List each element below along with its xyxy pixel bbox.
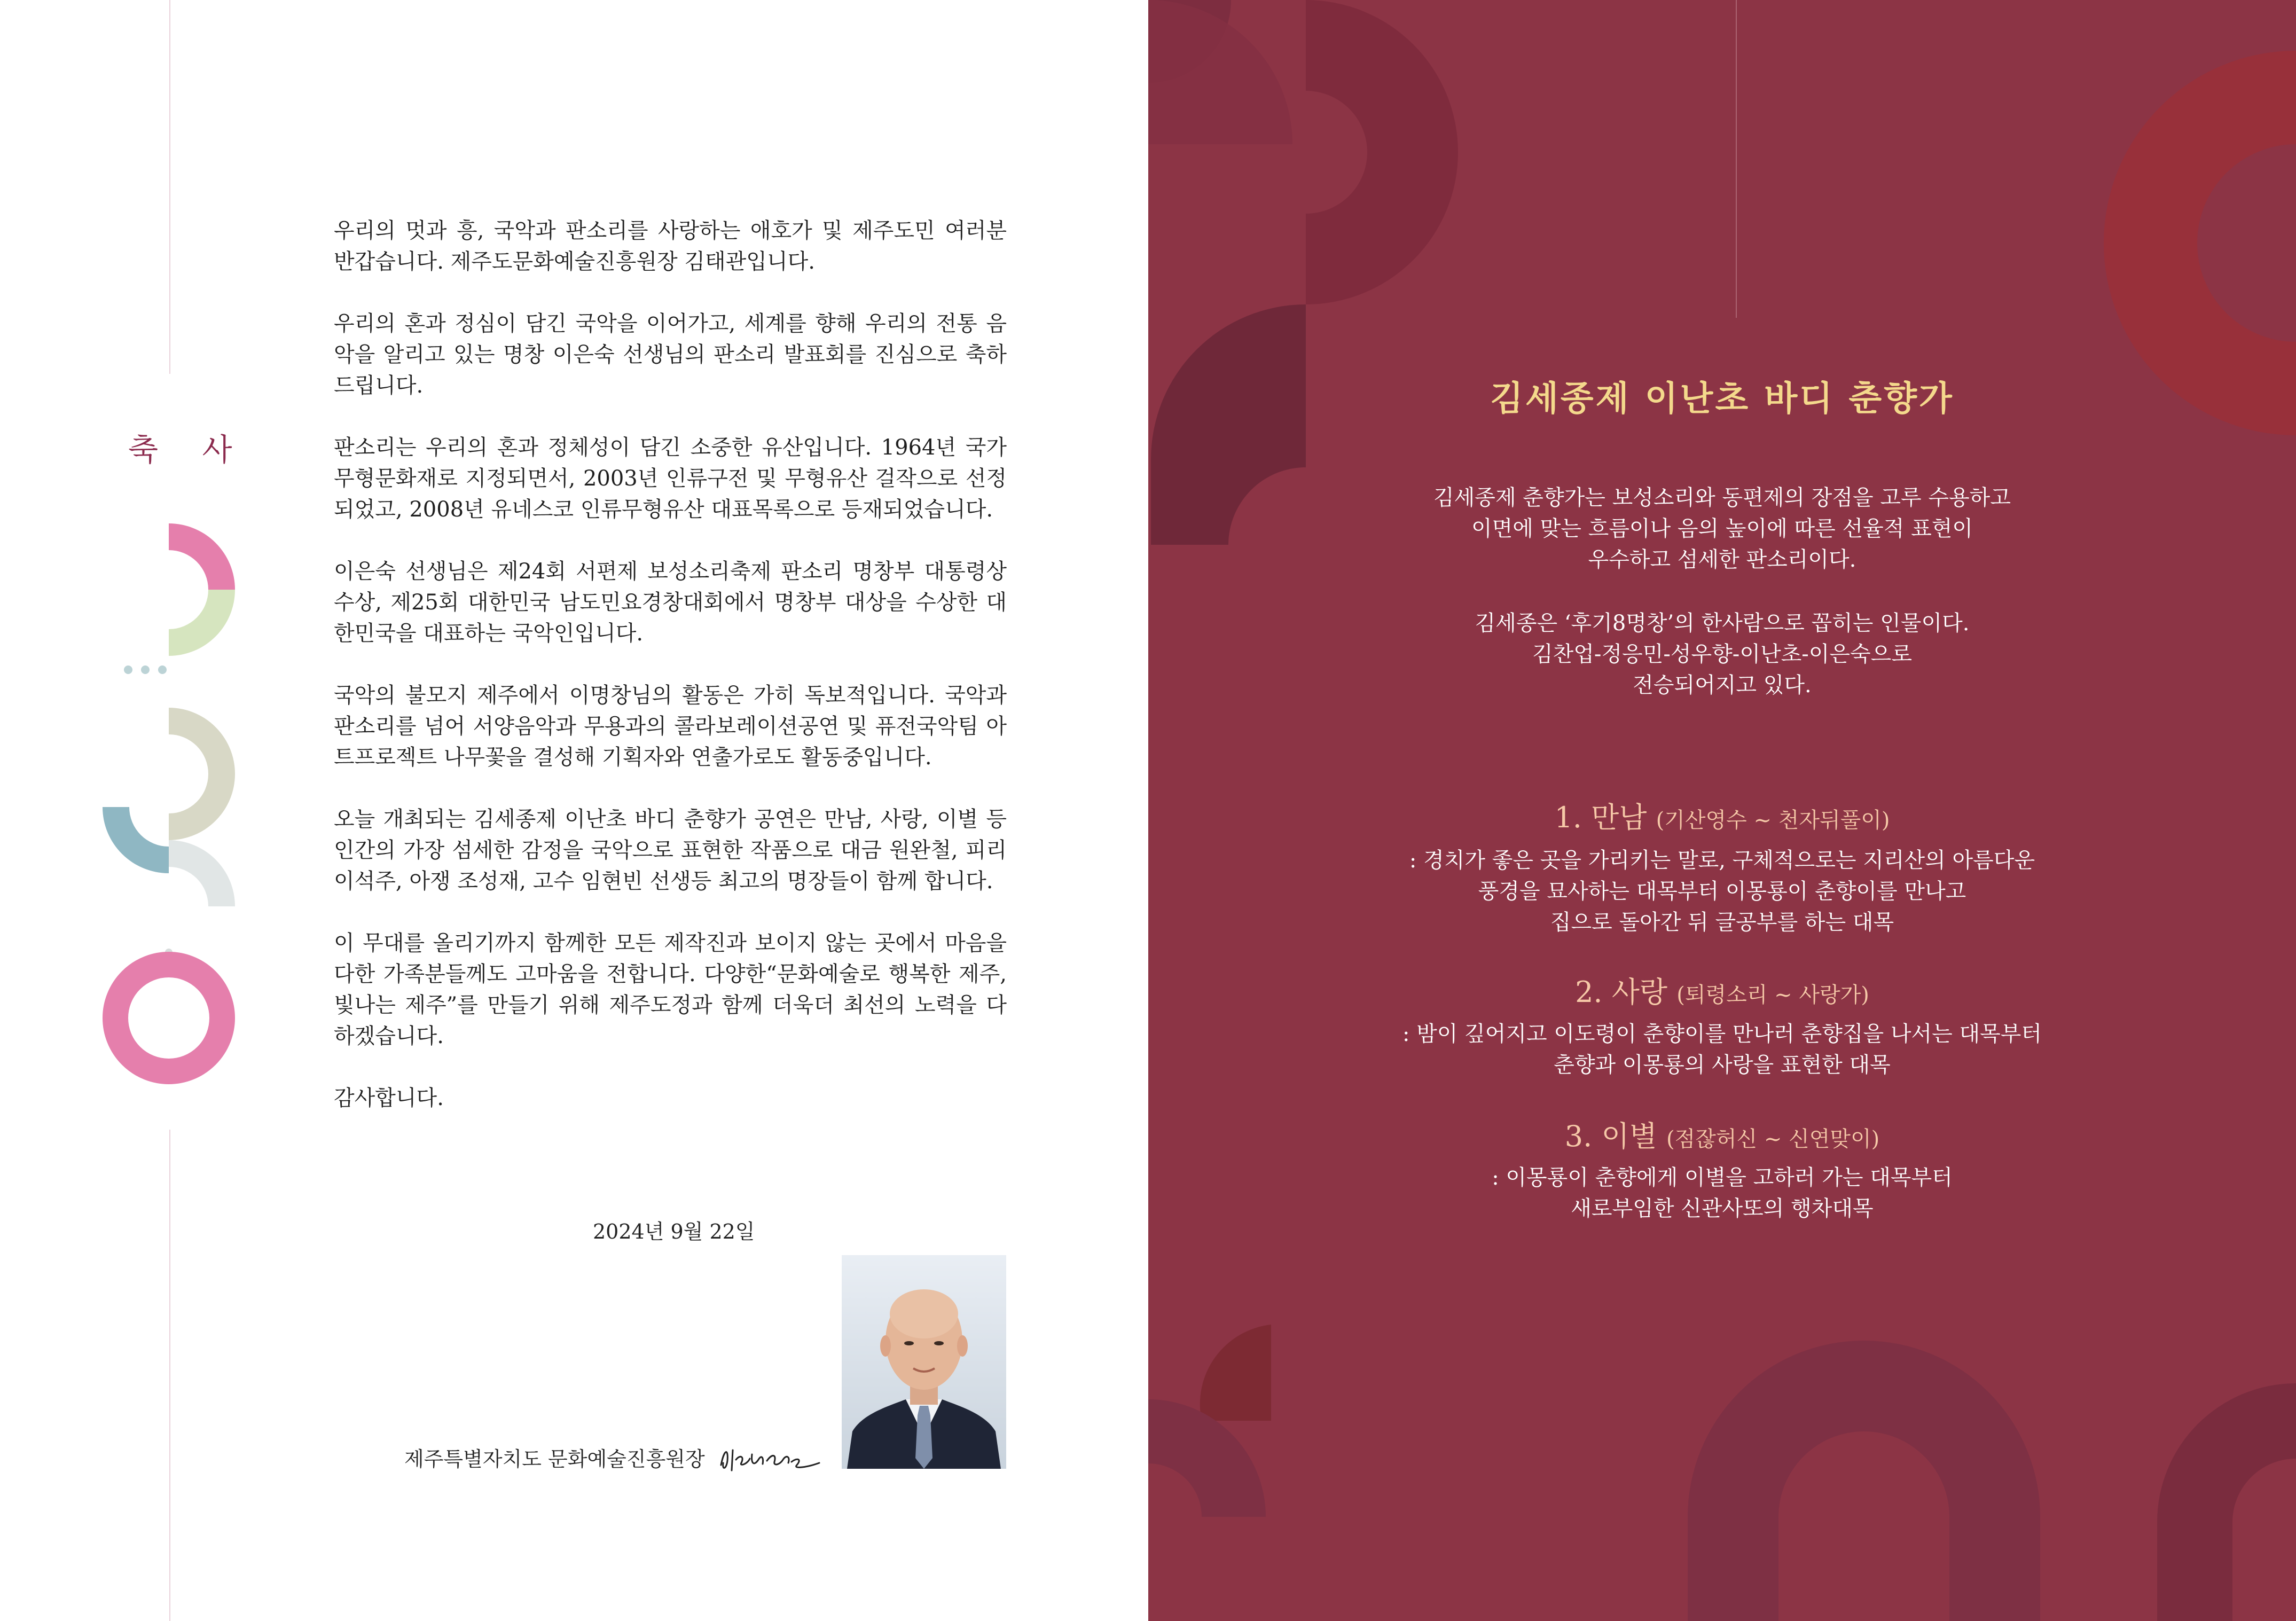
section-body bbox=[1148, 1019, 2296, 1080]
grey-arc-shape bbox=[169, 840, 235, 906]
section-line: : 밤이 깊어지고 이도령이 춘향이를 만나러 춘향집을 나서는 대목부터 bbox=[1402, 1022, 2042, 1046]
pink-arc-shape bbox=[169, 523, 235, 590]
lineage-line: 김세종은 ‘후기8명창’의 한사람으로 꼽히는 인물이다. bbox=[1475, 611, 1970, 636]
right-page bbox=[1148, 0, 2296, 1621]
green-arc-shape bbox=[169, 590, 235, 656]
signatory-title: 제주특별자치도 문화예술진흥원장 bbox=[404, 1447, 705, 1471]
vertical-rule bbox=[1736, 0, 1737, 318]
letter-paragraph: 이은숙 선생님은 제24회 서편제 보성소리축제 판소리 명창부 대통령상 수상, 제25회 대한민국 남도민요경창대회에서 명창부 대상을 수상한 대한민국을 대표하는 국악인입니다. bbox=[334, 559, 1007, 646]
section-title: 3. 이별 bbox=[1564, 1119, 1657, 1153]
intro-line: 이면에 맞는 흐름이나 음의 높이에 따른 선율적 표현이 bbox=[1471, 516, 1973, 541]
letter-paragraph: 오늘 개최되는 김세종제 이난초 바디 춘향가 공연은 만남, 사랑, 이별 등 인간의 가장 섬세한 감정을 국악으로 표현한 작품으로 대금 원완철, 피리 이석주, 아쟁 조성재, 고수 임현빈 선생등 최고의 명장들이 함께 합니다. bbox=[334, 807, 1007, 894]
letter-paragraph: 우리의 멋과 흥, 국악과 판소리를 사랑하는 애호가 및 제주도민 여러분 반갑습니다. 제주도문화예술진흥원장 김태관입니다. bbox=[334, 218, 1007, 274]
letter-paragraph: 국악의 불모지 제주에서 이명창님의 활동은 가히 독보적입니다. 국악과 판소리를 넘어 서양음악과 무용과의 콜라보레이션공연 및 퓨전국악팀 아트프로젝트 나무꽃을 결성해 기획자와 연출가로도 활동중입니다. bbox=[334, 683, 1007, 770]
signature-line bbox=[404, 1438, 824, 1476]
dark-arc-shape bbox=[1148, 0, 1292, 144]
congratulatory-letter bbox=[334, 215, 1007, 1114]
red-arc-shape bbox=[1200, 1325, 1271, 1421]
vertical-rule bbox=[169, 1130, 170, 1621]
section-label: 축 사 bbox=[128, 432, 249, 468]
program-title: 김세종제 이난초 바디 춘향가 bbox=[1490, 379, 1954, 419]
section-line: 새로부임한 신관사또의 행차대목 bbox=[1571, 1196, 1874, 1221]
lineage-text bbox=[1148, 608, 2296, 701]
section-line: : 이몽룡이 춘향에게 이별을 고하러 가는 대목부터 bbox=[1492, 1165, 1953, 1190]
dot bbox=[141, 665, 150, 674]
dark-arc-shape bbox=[1688, 1341, 2040, 1621]
letter-paragraph: 이 무대를 올리기까지 함께한 모든 제작진과 보이지 않는 곳에서 마음을 다한 가족분들께도 고마움을 전합니다. 다양한“문화예술로 행복한 제주, 빛나는 제주”를 만들기 위해 제주도정과 함께 더욱더 최선의 노력을 다 하겠습니다. bbox=[334, 931, 1007, 1048]
program-intro bbox=[1148, 482, 2296, 575]
section-title: 1. 만남 bbox=[1554, 801, 1647, 834]
dark-arc-shape bbox=[1306, 0, 1458, 304]
section-line: 춘향과 이몽룡의 사랑을 표현한 대목 bbox=[1554, 1053, 1891, 1077]
section-title: 2. 사랑 bbox=[1575, 975, 1668, 1009]
teal-arc-shape bbox=[103, 807, 169, 873]
section-subtitle: (기산영수 ~ 천자뒤풀이) bbox=[1656, 808, 1890, 833]
portrait-photo-image bbox=[842, 1255, 1006, 1469]
pink-ring-shape bbox=[115, 965, 222, 1071]
section-line: : 경치가 좋은 곳을 가리키는 말로, 구체적으로는 지리산의 아름다운 bbox=[1409, 848, 2035, 873]
section-heading bbox=[1148, 1114, 2296, 1155]
section-body bbox=[1148, 1162, 2296, 1224]
vertical-rule bbox=[169, 0, 170, 374]
letter-closing: 감사합니다. bbox=[334, 1086, 444, 1110]
dark-arc-shape bbox=[2157, 1383, 2296, 1621]
dot bbox=[124, 665, 132, 674]
section-line: 집으로 돌아간 뒤 글공부를 하는 대목 bbox=[1550, 910, 1894, 935]
handwritten-signature-image bbox=[717, 1438, 824, 1476]
lineage-line: 전승되어지고 있다. bbox=[1633, 673, 1812, 698]
section-heading bbox=[1148, 969, 2296, 1011]
section-body bbox=[1148, 845, 2296, 938]
beige-arc-shape bbox=[169, 708, 235, 840]
intro-line: 김세종제 춘향가는 보성소리와 동편제의 장점을 고루 수용하고 bbox=[1433, 485, 2011, 510]
section-subtitle: (점잖허신 ~ 신연맞이) bbox=[1666, 1127, 1880, 1152]
letter-paragraph: 우리의 혼과 정심이 담긴 국악을 이어가고, 세계를 향해 우리의 전통 음악을 알리고 있는 명창 이은숙 선생님의 판소리 발표회를 진심으로 축하드립니다. bbox=[334, 311, 1007, 398]
letter-date: 2024년 9월 22일 bbox=[593, 1220, 755, 1243]
section-subtitle: (퇴령소리 ~ 사랑가) bbox=[1676, 983, 1869, 1007]
dot bbox=[158, 665, 167, 674]
intro-line: 우수하고 섬세한 판소리이다. bbox=[1588, 547, 1856, 572]
letter-paragraph: 판소리는 우리의 혼과 정체성이 담긴 소중한 유산입니다. 1964년 국가 무형문화재로 지정되면서, 2003년 인류구전 및 무형유산 걸작으로 선정되었고, 2008년 유네스코 인류무형유산 대표목록으로 등재되었습니다. bbox=[334, 435, 1007, 522]
decorative-circle-motif bbox=[91, 523, 272, 1090]
section-heading bbox=[1148, 795, 2296, 836]
section-line: 풍경을 묘사하는 대목부터 이몽룡이 춘향이를 만나고 bbox=[1478, 879, 1966, 904]
lineage-line: 김찬업-정응민-성우향-이난초-이은숙으로 bbox=[1532, 642, 1912, 667]
